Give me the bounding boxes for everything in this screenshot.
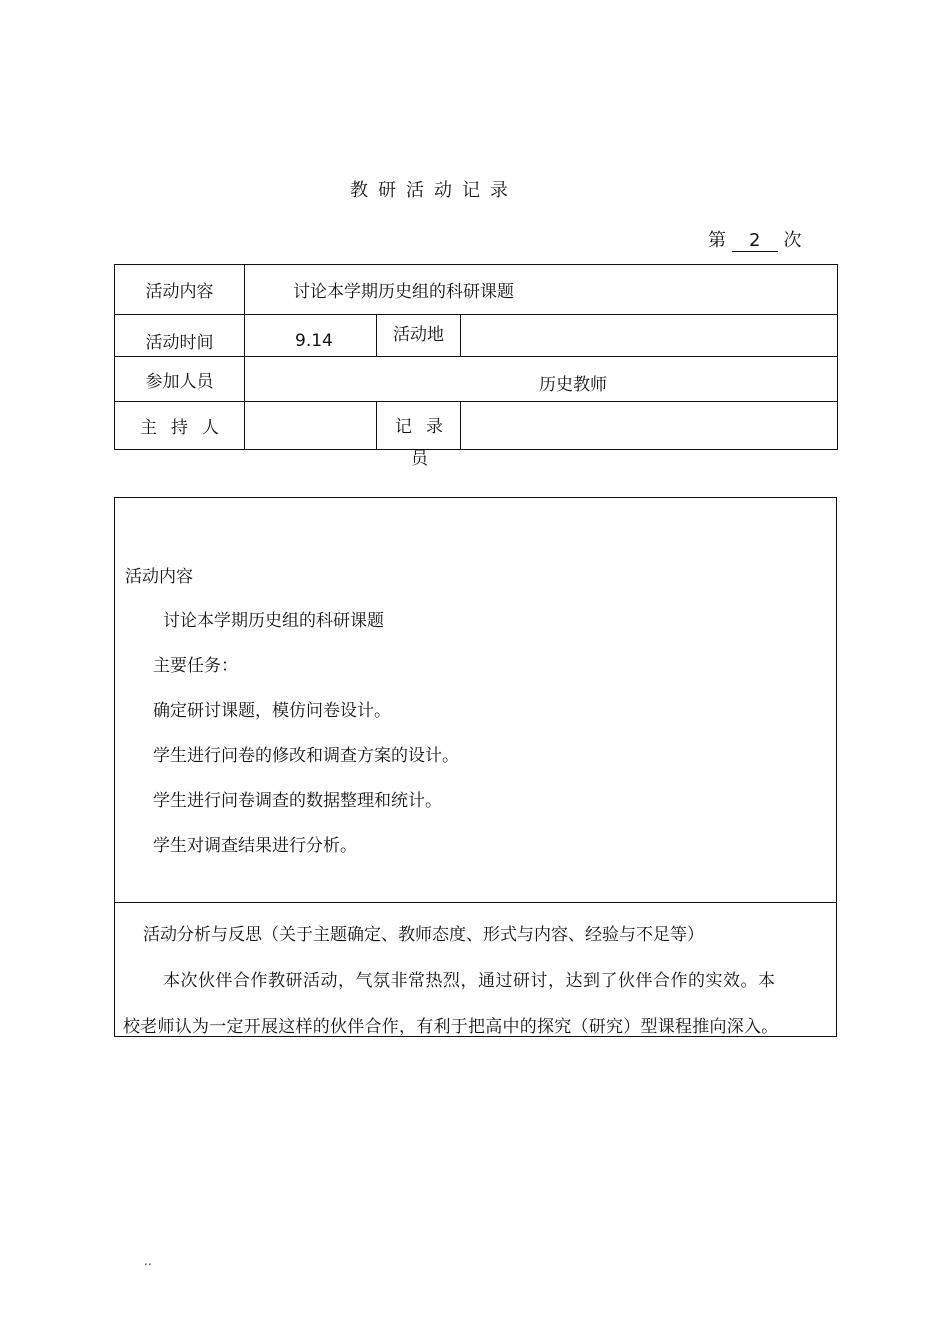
recorder-label-line1: 记录	[395, 417, 457, 437]
table-row	[115, 315, 838, 357]
content-label: 活动内容	[115, 265, 245, 315]
recorder-value	[461, 402, 838, 450]
activity-info-table	[114, 264, 838, 469]
details-topic: 讨论本学期历史组的科研课题	[163, 611, 384, 631]
analysis-text-line2: 校老师认为一定开展这样的伙伴合作，有利于把高中的探究（研究）型课程推向深入。	[123, 1017, 779, 1037]
time-label: 活动时间	[115, 315, 245, 357]
recorder-label-line2: 员	[411, 449, 428, 469]
participants-value: 历史教师	[245, 357, 838, 402]
count-number: 2	[732, 231, 778, 252]
task-item: 学生进行问卷调查的数据整理和统计。	[153, 791, 442, 811]
table-row	[115, 402, 838, 450]
activity-details-box	[114, 497, 837, 1037]
participants-label: 参加人员	[115, 357, 245, 402]
place-value	[461, 315, 838, 357]
task-item: 学生进行问卷的修改和调查方案的设计。	[153, 746, 459, 766]
tasks-heading: 主要任务：	[153, 656, 238, 676]
table-row	[115, 265, 838, 315]
task-item: 确定研讨课题，模仿问卷设计。	[153, 701, 391, 721]
content-value: 讨论本学期历史组的科研课题	[245, 265, 838, 315]
section-divider	[115, 902, 836, 903]
recorder-label-cell	[377, 402, 461, 469]
count-suffix: 次	[783, 230, 802, 251]
place-label: 活动地	[377, 315, 461, 357]
table-row	[115, 357, 838, 402]
time-value: 9.14	[245, 315, 377, 357]
host-label: 主持人	[115, 402, 245, 450]
count-prefix: 第	[708, 230, 726, 251]
footer-mark: ..	[144, 1254, 152, 1268]
analysis-text-line1: 本次伙伴合作教研活动，气氛非常热烈，通过研讨，达到了伙伴合作的实效。本	[163, 971, 776, 991]
analysis-heading: 活动分析与反思（关于主题确定、教师态度、形式与内容、经验与不足等）	[143, 925, 704, 945]
details-heading: 活动内容	[125, 567, 193, 587]
document-title: 教研活动记录	[350, 180, 518, 201]
task-item: 学生对调查结果进行分析。	[153, 836, 357, 856]
host-value	[245, 402, 377, 450]
session-count	[708, 226, 801, 252]
